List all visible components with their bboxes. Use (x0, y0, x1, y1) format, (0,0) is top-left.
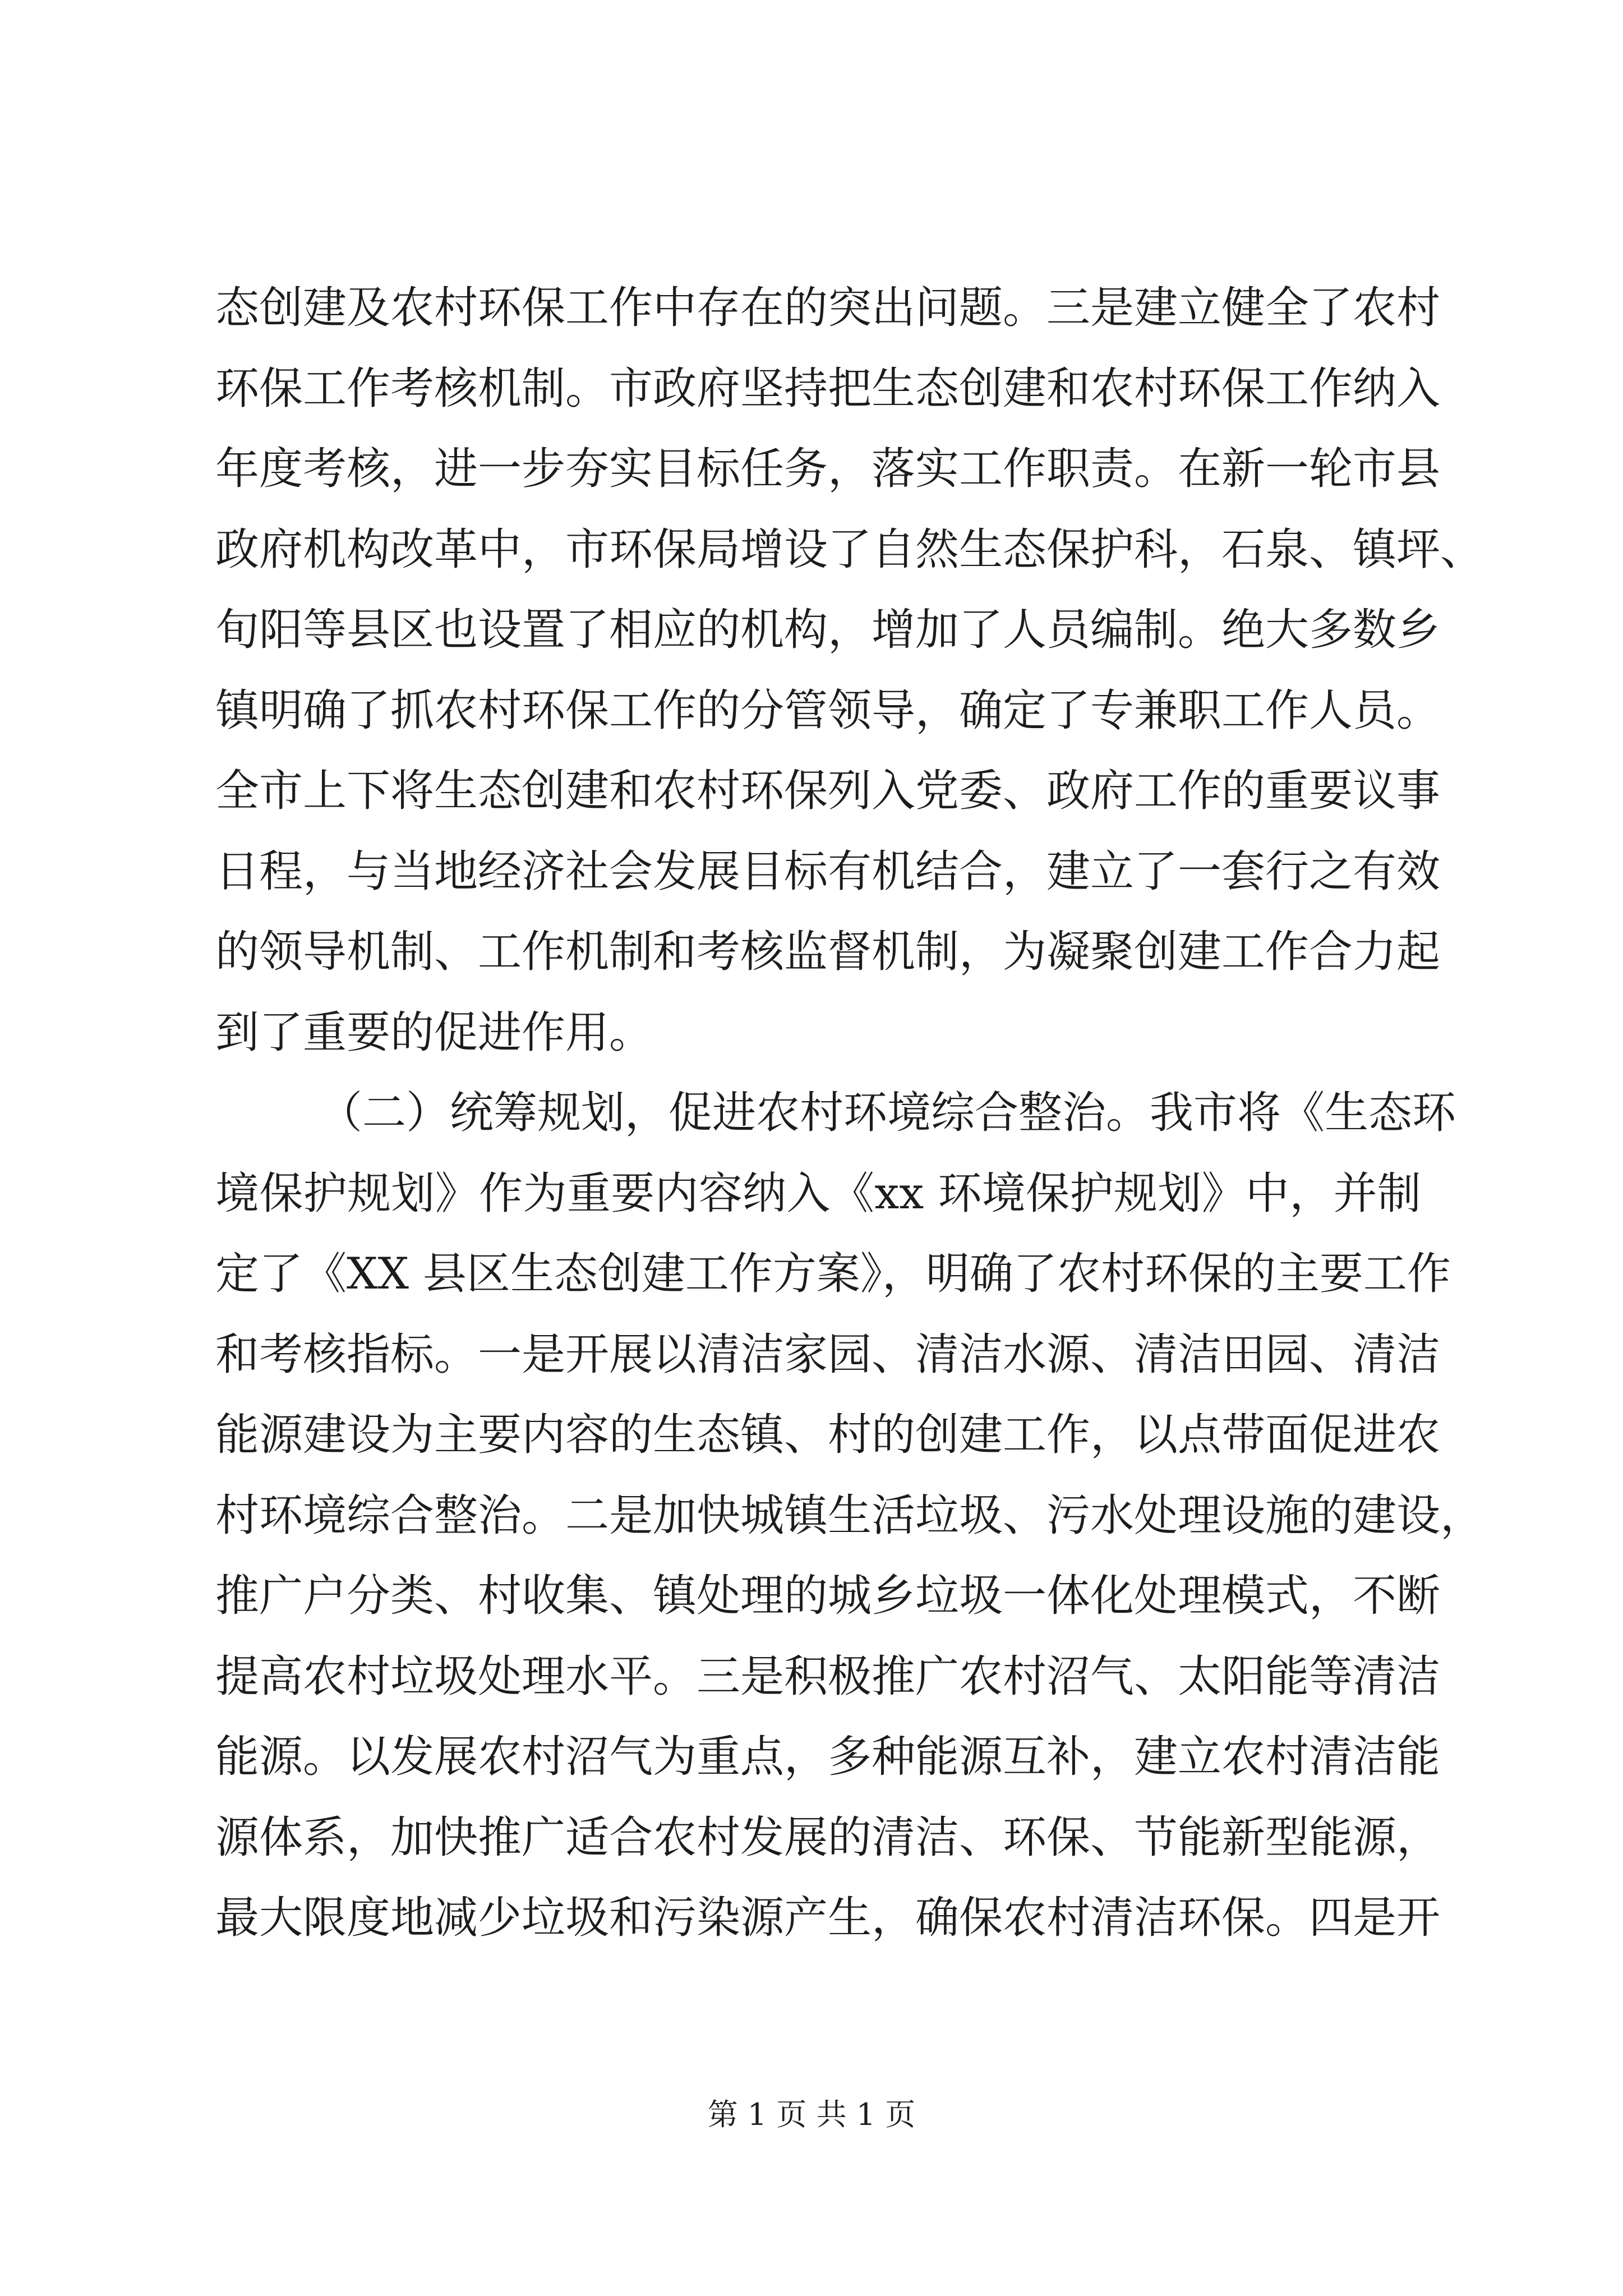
paragraph-2-line: 村环境综合整治。二是加快城镇生活垃圾、污水处理设施的建设， (215, 1490, 1484, 1541)
paragraph-2-line: （二）统筹规划，促进农村环境综合整治。我市将《生态环 (319, 1088, 1456, 1138)
paragraph-1-line: 旬阳等县区也设置了相应的机构，增加了人员编制。绝大多数乡 (215, 605, 1441, 655)
paragraph-2-line: 和考核指标。一是开展以清洁家园、清洁水源、清洁田园、清洁 (215, 1329, 1441, 1380)
paragraph-2-line: 境保护规划》作为重要内容纳入《xx 环境保护规划》中，并制 (215, 1168, 1421, 1219)
paragraph-1-line: 环保工作考核机制。市政府坚持把生态创建和农村环保工作纳入 (215, 363, 1441, 414)
document-body (215, 268, 1484, 1959)
paragraph-1-line: 年度考核，进一步夯实目标任务，落实工作职责。在新一轮市县 (215, 444, 1441, 494)
paragraph-2-line: 推广户分类、村收集、镇处理的城乡垃圾一体化处理模式，不断 (215, 1571, 1441, 1621)
paragraph-2-line: 最大限度地减少垃圾和污染源产生，确保农村清洁环保。四是开 (215, 1893, 1441, 1943)
paragraph-1-line: 政府机构改革中，市环保局增设了自然生态保护科，石泉、镇坪、 (215, 524, 1484, 575)
paragraph-2-line: 定了《XX 县区生态创建工作方案》，明确了农村环保的主要工作 (215, 1249, 1451, 1299)
paragraph-1-line: 全市上下将生态创建和农村环保列入党委、政府工作的重要议事 (215, 766, 1441, 816)
paragraph-1-line: 到了重要的促进作用。 (215, 1007, 653, 1058)
page-number-label: 第 1 页 共 1 页 (707, 2097, 916, 2132)
paragraph-2-line: 提高农村垃圾处理水平。三是积极推广农村沼气、太阳能等清洁 (215, 1651, 1441, 1702)
paragraph-1-line: 镇明确了抓农村环保工作的分管领导，确定了专兼职工作人员。 (215, 685, 1441, 736)
paragraph-1-line: 日程，与当地经济社会发展目标有机结合，建立了一套行之有效 (215, 846, 1441, 897)
paragraph-2-line: 能源。以发展农村沼气为重点，多种能源互补，建立农村清洁能 (215, 1732, 1441, 1782)
paragraph-1-line: 态创建及农村环保工作中存在的突出问题。三是建立健全了农村 (215, 283, 1441, 333)
paragraph-2-line: 能源建设为主要内容的生态镇、村的创建工作，以点带面促进农 (215, 1410, 1441, 1460)
page-footer (0, 2095, 1623, 2134)
paragraph-1-line: 的领导机制、工作机制和考核监督机制，为凝聚创建工作合力起 (215, 927, 1441, 977)
paragraph-2-line: 源体系，加快推广适合农村发展的清洁、环保、节能新型能源， (215, 1812, 1441, 1863)
